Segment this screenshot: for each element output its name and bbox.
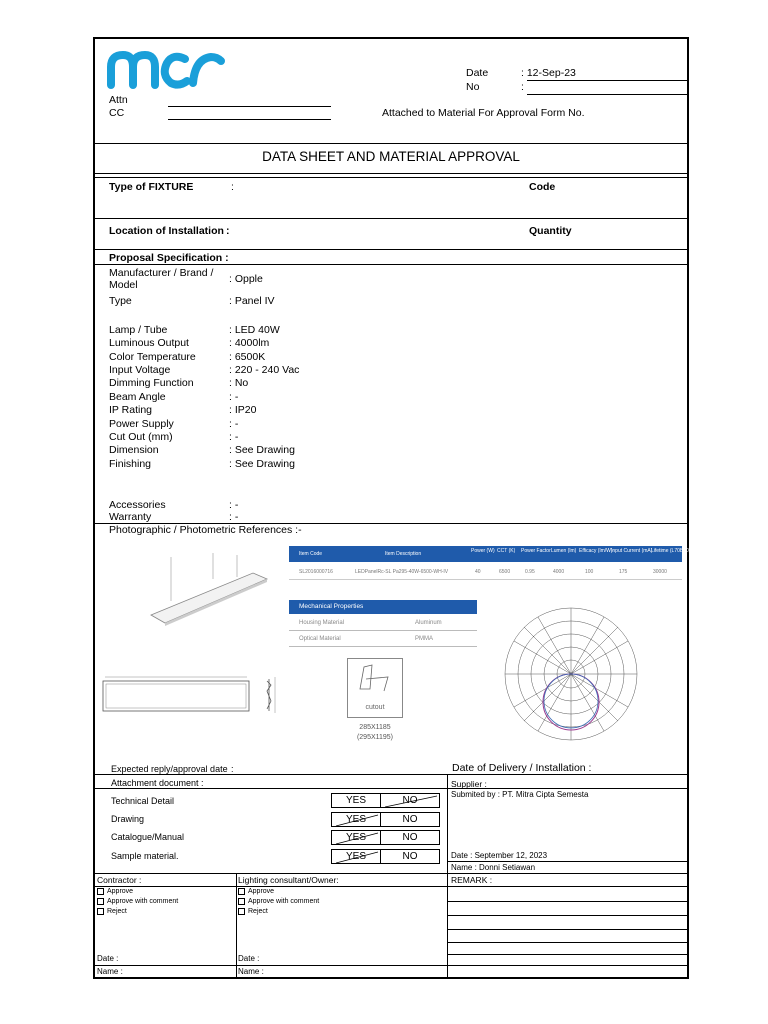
checkbox[interactable]	[97, 888, 104, 895]
spec-value: : No	[229, 377, 249, 389]
no-label: No	[466, 81, 480, 93]
spec-value: : 6500K	[229, 351, 266, 363]
location-label: Location of Installation	[109, 225, 224, 237]
option-label: Approve	[248, 888, 275, 895]
checkbox[interactable]	[238, 898, 245, 905]
spec-label: Luminous Output	[109, 337, 189, 349]
option-label: Approve	[107, 888, 134, 895]
checkbox[interactable]	[238, 888, 245, 895]
expected-date-label: Expected reply/approval date	[111, 764, 228, 774]
table-cell: 100	[585, 569, 594, 575]
contractor-option[interactable]	[97, 907, 127, 916]
photometric-label: Photographic / Photometric References :-	[109, 524, 302, 536]
no-box[interactable]: NO	[380, 849, 440, 864]
date-label: Date	[466, 67, 489, 79]
option-label: Approve with comment	[248, 898, 320, 905]
quantity-label: Quantity	[529, 225, 572, 237]
type-of-fixture-label: Type of FIXTURE	[109, 181, 194, 193]
option-label: Reject	[248, 908, 268, 915]
checkbox[interactable]	[97, 898, 104, 905]
option-label: Reject	[107, 908, 127, 915]
no-box[interactable]: NO	[380, 830, 440, 845]
contractor-label: Contractor :	[97, 875, 142, 885]
spec-value: : -	[229, 499, 239, 511]
spec-label: Dimming Function	[109, 377, 194, 389]
table-header-cell: Efficacy (lm/W)	[579, 548, 613, 554]
location-colon: :	[226, 225, 230, 237]
strike-mark	[332, 813, 382, 828]
mechanical-cell: Optical Material	[299, 636, 341, 642]
attachment-item: Catalogue/Manual	[111, 832, 185, 842]
table-header-cell: Power Factor	[521, 548, 551, 554]
no-label: NO	[402, 795, 418, 806]
table-cell: 4000	[553, 569, 565, 575]
consultant-label: Lighting consultant/Owner:	[238, 875, 339, 885]
date-value: : 12-Sep-23	[521, 67, 576, 79]
table-cell: 0.95	[525, 569, 535, 575]
company-logo	[107, 49, 225, 89]
spec-value: : -	[229, 418, 239, 430]
spec-label: Color Temperature	[109, 351, 196, 363]
attachment-item: Sample material.	[111, 851, 179, 861]
product-table-row	[289, 565, 682, 580]
spec-label: Warranty	[109, 511, 152, 523]
yes-box[interactable]	[331, 849, 381, 864]
supplier-label: Supplier :	[451, 779, 487, 789]
spec-label: Model	[109, 279, 138, 291]
cutout-icon	[348, 659, 402, 699]
table-header-cell: CCT (K)	[497, 548, 516, 554]
spec-label: Power Supply	[109, 418, 174, 430]
dimension-drawing	[99, 671, 283, 717]
mechanical-cell: Housing Material	[299, 620, 345, 626]
yes-box[interactable]	[331, 830, 381, 845]
spec-label: Dimension	[109, 444, 159, 456]
option-label: Approve with comment	[107, 898, 179, 905]
table-cell: SL2016000716	[299, 569, 333, 575]
yes-box[interactable]	[331, 812, 381, 827]
table-header-cell: Power (W)	[471, 548, 495, 554]
spec-value: : -	[229, 511, 239, 523]
cutout-box	[347, 658, 403, 718]
consultant-date-label: Date :	[238, 954, 260, 963]
delivery-date-label: Date of Delivery / Installation :	[452, 762, 592, 774]
spec-label: Beam Angle	[109, 391, 166, 403]
contractor-option[interactable]	[97, 897, 178, 906]
mechanical-cell: Aluminum	[415, 620, 442, 626]
supplier-date: Date : September 12, 2023	[451, 851, 548, 860]
expected-date-colon: :	[231, 764, 234, 774]
product-table-header	[289, 546, 691, 562]
spec-value: : LED 40W	[229, 324, 280, 336]
approval-sheet	[93, 37, 689, 979]
spec-label: Type	[109, 295, 132, 307]
cutout-dimension: 285X1185	[359, 724, 391, 731]
consultant-option[interactable]	[238, 897, 319, 906]
strike-mark	[332, 831, 382, 846]
spec-value: : 220 - 240 Vac	[229, 364, 300, 376]
supplier-name: Name : Donni Setiawan	[451, 863, 536, 872]
yes-label: YES	[345, 832, 366, 843]
table-header-cell: Item Code	[299, 551, 323, 557]
spec-value: : 4000lm	[229, 337, 270, 349]
mechanical-row	[289, 616, 477, 631]
spec-label: Manufacturer / Brand /	[109, 267, 214, 279]
no-box[interactable]	[380, 793, 440, 808]
mechanical-row	[289, 632, 477, 647]
page-title: DATA SHEET AND MATERIAL APPROVAL	[262, 149, 520, 164]
attachment-item: Technical Detail	[111, 796, 175, 806]
mechanical-cell: PMMA	[415, 636, 433, 642]
cutout-dimension-outer: (295X1195)	[356, 734, 394, 741]
panel-illustration	[141, 549, 271, 629]
table-cell: LEDPanelRc-SL Pa295-40W-6500-WH-IV	[355, 569, 449, 575]
consultant-option[interactable]	[238, 887, 274, 896]
table-cell: 6500	[499, 569, 511, 575]
checkbox[interactable]	[238, 908, 245, 915]
contractor-option[interactable]	[97, 887, 133, 896]
code-label: Code	[529, 181, 556, 193]
contractor-name-label: Name :	[97, 967, 123, 976]
yes-box[interactable]: YES	[331, 793, 381, 808]
spec-label: Finishing	[109, 458, 152, 470]
spec-value: : IP20	[229, 404, 257, 416]
attached-text: Attached to Material For Approval Form No.	[382, 107, 585, 119]
spec-value: : Panel IV	[229, 295, 275, 307]
attn-label: Attn	[109, 94, 128, 106]
table-header-cell: Item Description	[385, 551, 422, 557]
no-box[interactable]: NO	[380, 812, 440, 827]
spec-value: : Opple	[229, 273, 263, 285]
yes-label: YES	[345, 814, 366, 825]
table-header-cell: Input Current (mA)	[611, 548, 653, 554]
spec-value: : -	[229, 431, 239, 443]
spec-label: Accessories	[109, 499, 166, 511]
spec-label: IP Rating	[109, 404, 152, 416]
proposal-spec-label: Proposal Specification :	[109, 252, 229, 264]
spec-value: : See Drawing	[229, 444, 295, 456]
table-header-cell: Lifetime (L70B50)	[651, 548, 691, 554]
type-colon: :	[231, 181, 234, 193]
table-cell: 40	[475, 569, 481, 575]
spec-label: Lamp / Tube	[109, 324, 168, 336]
cc-label: CC	[109, 107, 125, 119]
spec-value: : See Drawing	[229, 458, 295, 470]
table-cell: 175	[619, 569, 628, 575]
submitted-by: Submited by : PT. Mitra Cipta Semesta	[451, 790, 589, 799]
attachment-document-label: Attachment document :	[111, 778, 204, 788]
table-cell: 30000	[653, 569, 667, 575]
consultant-option[interactable]	[238, 907, 268, 916]
yes-label: YES	[345, 851, 366, 862]
photometric-polar-diagram	[491, 599, 651, 749]
checkbox[interactable]	[97, 908, 104, 915]
spec-label: Input Voltage	[109, 364, 171, 376]
attachment-item: Drawing	[111, 814, 145, 824]
spec-value: : -	[229, 391, 239, 403]
spec-label: Cut Out (mm)	[109, 431, 173, 443]
no-value: :	[521, 81, 524, 93]
mechanical-header	[289, 600, 477, 614]
table-header-cell: Lumen (lm)	[551, 548, 577, 554]
strike-mark	[332, 850, 382, 865]
contractor-date-label: Date :	[97, 954, 119, 963]
mechanical-title: Mechanical Properties	[299, 603, 364, 610]
strike-mark	[381, 794, 441, 809]
cutout-label: cutout	[365, 704, 385, 711]
consultant-name-label: Name :	[238, 967, 264, 976]
remark-label: REMARK :	[451, 875, 493, 885]
